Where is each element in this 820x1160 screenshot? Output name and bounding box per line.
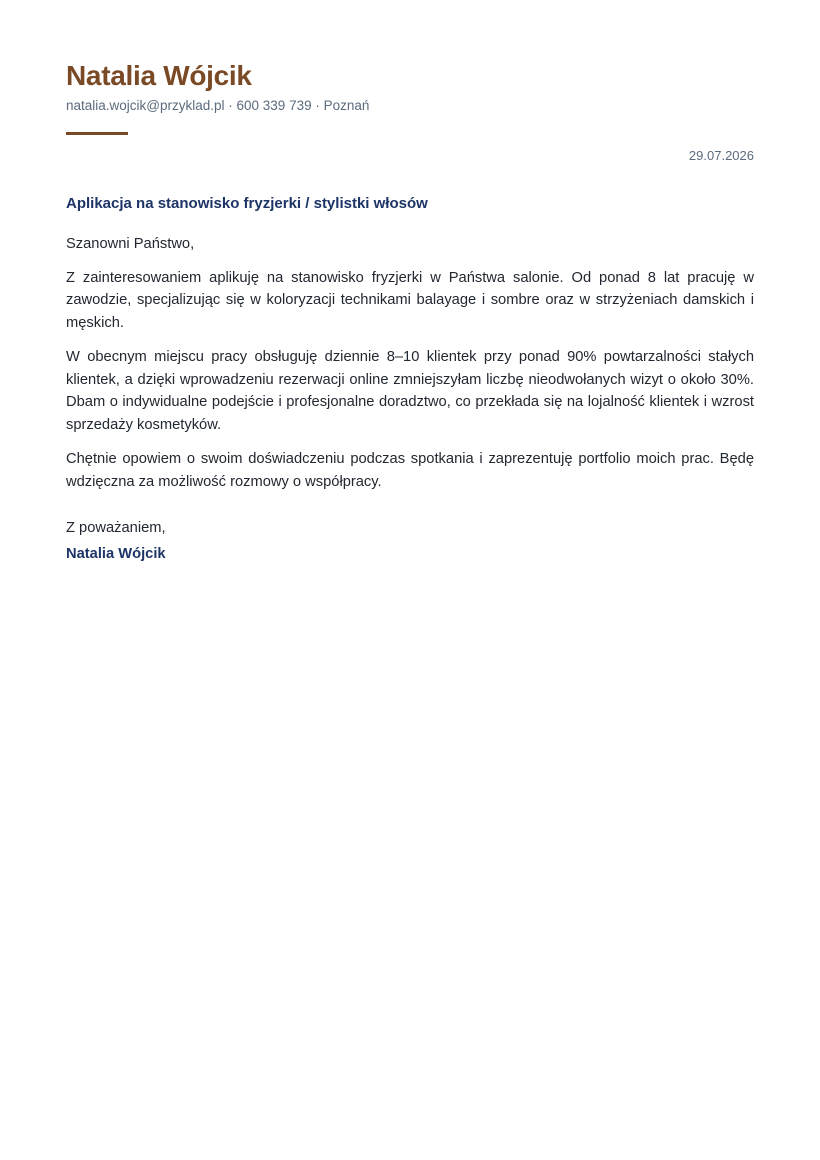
cover-letter-page [66,0,754,1160]
letter-signature: Natalia Wójcik [66,546,166,562]
letter-body [66,233,754,505]
letter-subject: Aplikacja na stanowisko fryzjerki / stylistki włosów [66,195,428,212]
letter-paragraph: Z zainteresowaniem aplikuję na stanowisko fryzjerki w Państwa salonie. Od ponad 8 lat pracuję w zawodzie, specjalizując się w koloryzacji technikami balayage i sombre oraz w strzyżeniach damskich i męskich. [66,269,754,331]
letter-date: 29.07.2026 [688,148,754,163]
letter-closing: Z poważaniem, [66,520,166,536]
letter-paragraph: W obecnym miejscu pracy obsługuję dziennie 8–10 klientek przy ponad 90% powtarzalności stałych klientek, a dzięki wprowadzeniu rezerwacji online zmniejszyłam liczbę nieodwołanych wizyt o około 30%. Dbam o indywidualne podejście i profesjonalne doradztwo, co przekłada się na lojalność klientek i wzrost sprzedaży kosmetyków. [66,349,754,433]
contact-line: natalia.wojcik@przyklad.pl · 600 339 739 · Poznań [66,98,370,113]
letter-greeting: Szanowni Państwo, [66,236,195,252]
applicant-name: Natalia Wójcik [66,60,252,91]
letter-paragraph: Chętnie opowiem o swoim doświadczeniu podczas spotkania i zaprezentuję portfolio moich prac. Będę wdzięczna za możliwość rozmowy o współpracy. [66,451,754,490]
accent-divider [66,132,128,135]
